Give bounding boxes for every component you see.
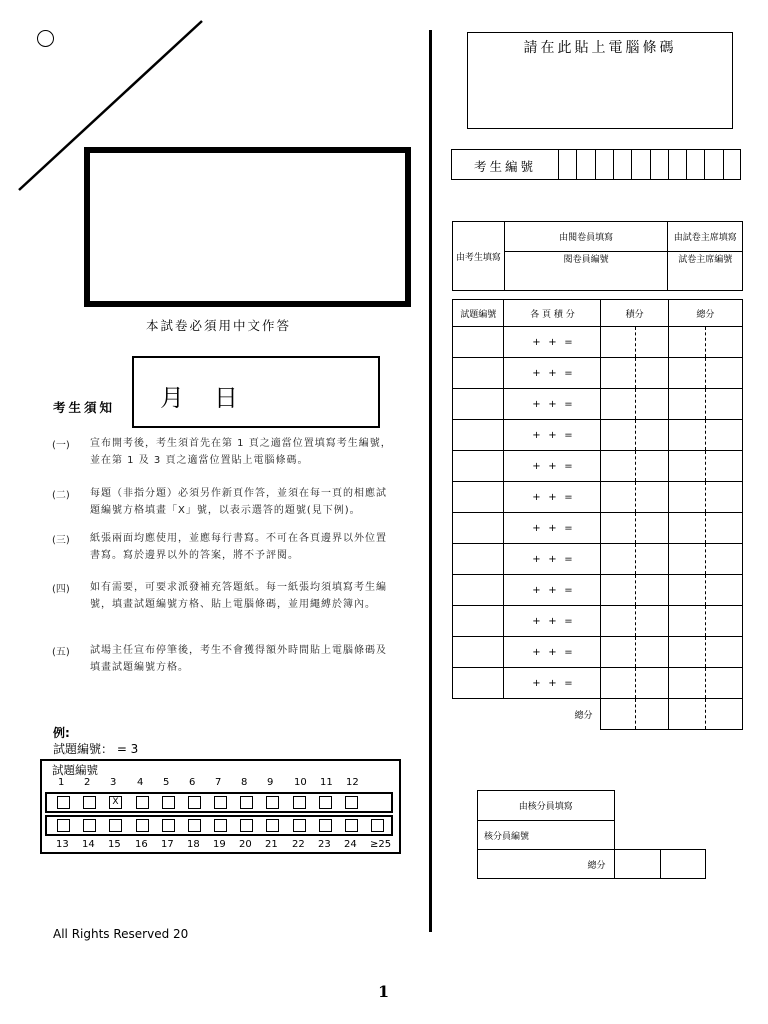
- candidate-number-box: [451, 149, 741, 180]
- question-checkbox[interactable]: [266, 796, 279, 809]
- score-cell[interactable]: [601, 637, 668, 668]
- question-number-cell[interactable]: [453, 420, 504, 451]
- candidate-digit-cell[interactable]: [576, 150, 596, 179]
- grand-score-cell[interactable]: [601, 699, 668, 730]
- question-checkbox[interactable]: [57, 819, 70, 832]
- table-row: [453, 575, 743, 606]
- operator-symbol: +: [532, 553, 541, 565]
- operator-symbol: +: [548, 584, 557, 596]
- table-row: [453, 606, 743, 637]
- question-checkbox[interactable]: [83, 796, 96, 809]
- question-checkbox[interactable]: [109, 819, 122, 832]
- operator-symbol: +: [548, 646, 557, 658]
- total-cell[interactable]: [668, 327, 742, 358]
- question-checkbox[interactable]: [162, 819, 175, 832]
- grid-number: 19: [213, 839, 226, 850]
- table-row: [453, 482, 743, 513]
- table-row: [453, 513, 743, 544]
- page-scores-cell[interactable]: [504, 482, 601, 513]
- operator-symbol: +: [548, 491, 557, 503]
- candidate-fill-label: 由考生填寫: [453, 222, 505, 291]
- candidate-digit-cell[interactable]: [650, 150, 670, 179]
- grand-total-cell[interactable]: [668, 699, 742, 730]
- question-checkbox[interactable]: [83, 819, 96, 832]
- barcode-box[interactable]: [467, 32, 733, 129]
- total-cell[interactable]: [668, 420, 742, 451]
- grid-number: 16: [135, 839, 148, 850]
- grid-number: 14: [82, 839, 95, 850]
- question-checkbox[interactable]: [136, 796, 149, 809]
- operator-symbol: +: [548, 677, 557, 689]
- example-label: 例:: [53, 726, 70, 740]
- question-number-cell[interactable]: [453, 358, 504, 389]
- operator-symbol: =: [564, 429, 573, 441]
- operator-symbol: +: [548, 615, 557, 627]
- grand-total-label: 總分: [574, 710, 593, 721]
- question-checkbox[interactable]: [188, 819, 201, 832]
- table-row: [453, 544, 743, 575]
- grid-number: 4: [137, 777, 144, 788]
- score-cell[interactable]: [601, 575, 668, 606]
- question-checkbox[interactable]: [293, 819, 306, 832]
- operator-symbol: +: [532, 460, 541, 472]
- question-checkbox[interactable]: [240, 819, 253, 832]
- score-table: [452, 299, 743, 730]
- instruction-text: 每題（非指分題）必須另作新頁作答，並須在每一頁的相應試題編號方格填畫「X」號，以表示選答的題號(見下例)。: [90, 488, 387, 516]
- score-cell[interactable]: [601, 327, 668, 358]
- question-number-cell[interactable]: [453, 575, 504, 606]
- grid-number: 11: [320, 777, 333, 788]
- grid-number: 7: [215, 777, 222, 788]
- question-number-cell[interactable]: [453, 637, 504, 668]
- operator-symbol: +: [548, 367, 557, 379]
- column-divider: [429, 30, 432, 932]
- question-checkbox[interactable]: [214, 819, 227, 832]
- question-checkbox[interactable]: [214, 796, 227, 809]
- question-number-cell[interactable]: [453, 327, 504, 358]
- instruction-text: 如有需要，可要求派發補充答題紙。每一紙張均須填寫考生編號，填畫試題編號方格、貼上電腦條碼，並用繩縛於簿內。: [90, 582, 387, 610]
- grid-number: 1: [58, 777, 65, 788]
- operator-symbol: =: [564, 677, 573, 689]
- candidate-digit-cell[interactable]: [631, 150, 651, 179]
- checkbox-row-top: [45, 792, 393, 813]
- question-checkbox[interactable]: [345, 796, 358, 809]
- page-scores-cell[interactable]: [504, 451, 601, 482]
- grid-number: 10: [294, 777, 307, 788]
- instruction-number: (三): [52, 535, 70, 546]
- question-number-cell[interactable]: [453, 668, 504, 699]
- question-checkbox[interactable]: [240, 796, 253, 809]
- total-cell[interactable]: [668, 637, 742, 668]
- question-number-cell[interactable]: [453, 482, 504, 513]
- operator-symbol: +: [548, 429, 557, 441]
- page-scores-cell[interactable]: [504, 358, 601, 389]
- operator-symbol: +: [532, 615, 541, 627]
- score-cell[interactable]: [601, 606, 668, 637]
- score-cell[interactable]: [601, 451, 668, 482]
- page-scores-cell[interactable]: [504, 575, 601, 606]
- barcode-label: 請在此貼上電腦條碼: [523, 40, 677, 56]
- grid-number: 5: [163, 777, 170, 788]
- grid-number: 6: [189, 777, 196, 788]
- chief-number-cell[interactable]: [668, 252, 743, 291]
- total-cell[interactable]: [668, 544, 742, 575]
- instruction-number: (一): [52, 440, 70, 451]
- operator-symbol: =: [564, 553, 573, 565]
- total-cell[interactable]: [668, 513, 742, 544]
- table-row: [453, 327, 743, 358]
- instruction-number: (四): [52, 584, 70, 595]
- grid-number: 13: [56, 839, 69, 850]
- total-cell[interactable]: [668, 482, 742, 513]
- grid-number: 9: [267, 777, 274, 788]
- verifier-total-cell[interactable]: [614, 850, 660, 879]
- score-cell[interactable]: [601, 668, 668, 699]
- total-cell[interactable]: [668, 451, 742, 482]
- table-row: [453, 358, 743, 389]
- question-checkbox[interactable]: [345, 819, 358, 832]
- operator-symbol: +: [532, 336, 541, 348]
- total-cell[interactable]: [668, 575, 742, 606]
- page-scores-cell[interactable]: [504, 606, 601, 637]
- verifier-total-label: 總分: [478, 850, 615, 879]
- page-scores-cell[interactable]: [504, 544, 601, 575]
- date-month-label: 月: [160, 384, 184, 412]
- question-checkbox[interactable]: [188, 796, 201, 809]
- table-row: [453, 668, 743, 699]
- score-cell[interactable]: [601, 513, 668, 544]
- score-cell[interactable]: [601, 358, 668, 389]
- operator-symbol: +: [532, 584, 541, 596]
- date-day-label: 日: [214, 384, 238, 412]
- marker-fill-label: 由閱卷員填寫: [504, 222, 668, 252]
- col-pages-header: 各 頁 積 分: [504, 300, 601, 327]
- page-scores-cell[interactable]: [504, 420, 601, 451]
- table-row: [453, 637, 743, 668]
- page-scores-cell[interactable]: [504, 389, 601, 420]
- verifier-title: 由核分員填寫: [478, 791, 615, 821]
- operator-symbol: =: [564, 398, 573, 410]
- candidate-digit-cell[interactable]: [595, 150, 615, 179]
- table-row: [453, 389, 743, 420]
- grid-number: 23: [318, 839, 331, 850]
- question-number-cell[interactable]: [453, 606, 504, 637]
- grid-title: 試題編號: [52, 763, 98, 777]
- grid-number: ≥25: [370, 839, 392, 850]
- example-line: 試題編號： = 3: [53, 742, 139, 756]
- question-checkbox[interactable]: [371, 819, 384, 832]
- operator-symbol: +: [532, 429, 541, 441]
- operator-symbol: +: [532, 398, 541, 410]
- operator-symbol: =: [564, 367, 573, 379]
- operator-symbol: +: [548, 398, 557, 410]
- total-cell[interactable]: [668, 358, 742, 389]
- grid-number: 8: [241, 777, 248, 788]
- instruction-text: 試場主任宣布停筆後，考生不會獲得額外時間貼上電腦條碼及填畫試題編號方格。: [90, 645, 387, 673]
- candidate-number-label: 考生編號: [473, 159, 536, 174]
- blank-frame: [84, 147, 411, 307]
- verifier-id-cell[interactable]: [478, 821, 615, 850]
- question-checkbox[interactable]: [293, 796, 306, 809]
- table-row: [453, 420, 743, 451]
- page-scores-cell[interactable]: [504, 637, 601, 668]
- grid-number: 22: [292, 839, 305, 850]
- question-checkbox[interactable]: [319, 819, 332, 832]
- question-checkbox[interactable]: [319, 796, 332, 809]
- instruction-number: (二): [52, 490, 70, 501]
- operator-symbol: =: [564, 522, 573, 534]
- operator-symbol: =: [564, 646, 573, 658]
- marker-number-label: 閱卷員編號: [563, 255, 609, 265]
- total-cell[interactable]: [668, 668, 742, 699]
- col-total-header: 總分: [668, 300, 742, 327]
- verifier-table: [477, 790, 706, 879]
- operator-symbol: =: [564, 615, 573, 627]
- total-cell[interactable]: [668, 606, 742, 637]
- question-checkbox[interactable]: [136, 819, 149, 832]
- notice-heading: 考生須知: [53, 400, 116, 415]
- checkbox-row-bottom: [45, 815, 393, 836]
- operator-symbol: =: [564, 336, 573, 348]
- operator-symbol: +: [548, 553, 557, 565]
- instruction-text: 宣布開考後，考生須首先在第 1 頁之適當位置填寫考生編號，並在第 1 及 3 頁之適當位置貼上電腦條碼。: [90, 438, 392, 466]
- table-row: [453, 451, 743, 482]
- grid-number: 20: [239, 839, 252, 850]
- grid-number: 12: [346, 777, 359, 788]
- col-question-header: 試題編號: [453, 300, 504, 327]
- chief-fill-label: 由試卷主席填寫: [668, 222, 743, 252]
- operator-symbol: +: [532, 646, 541, 658]
- question-number-cell[interactable]: [453, 513, 504, 544]
- question-checkbox[interactable]: [162, 796, 175, 809]
- operator-symbol: +: [532, 522, 541, 534]
- candidate-digit-cell[interactable]: [558, 150, 578, 179]
- question-checkbox[interactable]: [57, 796, 70, 809]
- marker-number-cell[interactable]: [504, 252, 668, 291]
- verifier-total-cell[interactable]: [660, 850, 705, 879]
- score-cell[interactable]: [601, 544, 668, 575]
- instruction-text: 紙張兩面均應使用，並應每行書寫。不可在各頁邊界以外位置書寫。寫於邊界以外的答案，將不予評閱。: [90, 533, 387, 561]
- grid-number: 24: [344, 839, 357, 850]
- col-score-header: 積分: [601, 300, 668, 327]
- operator-symbol: +: [548, 460, 557, 472]
- operator-symbol: +: [532, 491, 541, 503]
- operator-symbol: +: [532, 677, 541, 689]
- grid-number: 15: [108, 839, 121, 850]
- operator-symbol: =: [564, 584, 573, 596]
- chief-number-label: 試卷主席編號: [678, 255, 733, 265]
- question-checkbox[interactable]: X: [109, 796, 122, 809]
- page-scores-cell[interactable]: [504, 668, 601, 699]
- rights-text: All Rights Reserved 20: [53, 927, 189, 941]
- operator-symbol: =: [564, 460, 573, 472]
- page-scores-cell[interactable]: [504, 513, 601, 544]
- verifier-id-label: 核分員編號: [484, 831, 530, 842]
- question-checkbox[interactable]: [266, 819, 279, 832]
- question-number-cell[interactable]: [453, 544, 504, 575]
- score-cell[interactable]: [601, 482, 668, 513]
- page-scores-cell[interactable]: [504, 327, 601, 358]
- score-cell[interactable]: [601, 389, 668, 420]
- operator-symbol: +: [532, 367, 541, 379]
- grid-number: 18: [187, 839, 200, 850]
- grid-number: 3: [110, 777, 117, 788]
- operator-symbol: +: [548, 336, 557, 348]
- instruction-number: (五): [52, 647, 70, 658]
- candidate-digit-cell[interactable]: [686, 150, 706, 179]
- page-number: 1: [378, 982, 390, 1001]
- question-number-cell[interactable]: [453, 389, 504, 420]
- operator-symbol: +: [548, 522, 557, 534]
- language-note: 本試卷必須用中文作答: [146, 318, 292, 333]
- total-cell[interactable]: [668, 389, 742, 420]
- operator-symbol: =: [564, 491, 573, 503]
- candidate-digit-cell[interactable]: [613, 150, 633, 179]
- grid-number: 21: [265, 839, 278, 850]
- candidate-digit-cell[interactable]: [668, 150, 688, 179]
- candidate-digit-cell[interactable]: [723, 150, 743, 179]
- score-cell[interactable]: [601, 420, 668, 451]
- candidate-digit-cell[interactable]: [704, 150, 724, 179]
- marker-header-table: [452, 221, 743, 291]
- grid-number: 17: [161, 839, 174, 850]
- grid-number: 2: [84, 777, 91, 788]
- question-number-cell[interactable]: [453, 451, 504, 482]
